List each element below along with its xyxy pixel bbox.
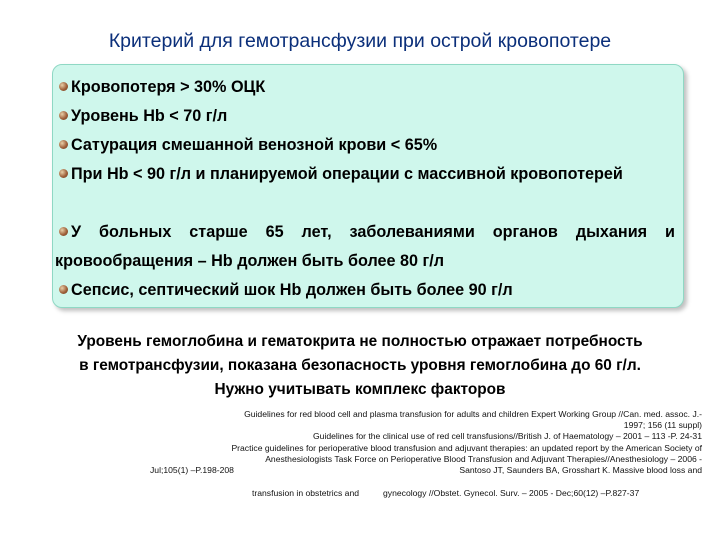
reference-line: Guidelines for the clinical use of red cell transfusions//British J. of Haematology – 2001 – 113 -P. 24-31 (312, 431, 702, 442)
bullet-icon (59, 227, 68, 236)
criterion-text: Сатурация смешанной венозной крови < 65% (71, 136, 438, 154)
reference-spacer (150, 476, 702, 488)
criterion-item (55, 73, 679, 102)
reference-fragment: gynecology //Obstet. Gynecol. Surv. – 2005 - Dec;60(12) –P.827-37 (383, 488, 640, 499)
criterion-text: Сепсис, септический шок Hb должен быть более 90 г/л (71, 281, 513, 299)
references (150, 409, 702, 499)
summary-text (18, 330, 702, 402)
slide-title: Критерий для гемотрансфузии при острой кровопотере (108, 30, 612, 52)
bullet-icon (59, 169, 68, 178)
bullet-icon (59, 140, 68, 149)
criterion-text: При Hb < 90 г/л и планируемой операции с массивной кровопотерей (71, 165, 623, 183)
criterion-text: У больных старше 65 лет, заболеваниями органов дыхания и кровообращения – Hb должен быть более 80 г/л (55, 223, 675, 270)
reference-line: Practice guidelines for perioperative blood transfusion and adjuvant therapies: an updated report by the American Society of (231, 442, 702, 453)
criterion-item (55, 218, 675, 276)
criterion-text: Уровень Hb < 70 г/л (71, 107, 228, 125)
reference-line (150, 488, 702, 499)
bullet-icon (59, 82, 68, 91)
reference-line: Anesthesiologists Task Force on Perioperative Blood Transfusion and Adjuvant Therapies//Anesthesiology – 2006 - (265, 453, 702, 464)
reference-fragment: Santoso JT, Saunders BA, Grosshart K. Massive blood loss and (459, 465, 702, 476)
criterion-item (55, 160, 675, 189)
criterion-text: Кровопотеря > 30% ОЦК (71, 78, 266, 96)
criterion-item (55, 102, 679, 131)
reference-line: 1997; 156 (11 suppl) (623, 420, 702, 431)
bullet-icon (59, 285, 68, 294)
bullet-icon (59, 111, 68, 120)
summary-line: в гемотрансфузии, показана безопасность уровня гемоглобина до 60 г/л. (79, 357, 641, 374)
criterion-item (55, 131, 679, 160)
summary-line: Нужно учитывать комплекс факторов (214, 381, 506, 398)
reference-fragment: Jul;105(1) –P.198-208 (150, 465, 234, 476)
reference-fragment: transfusion in obstetrics and (252, 488, 360, 499)
criterion-item (55, 276, 679, 305)
summary-line: Уровень гемоглобина и гематокрита не полностью отражает потребность (77, 333, 643, 350)
criteria-box (52, 64, 684, 308)
reference-line: Guidelines for red blood cell and plasma transfusion for adults and children Expert Working Group //Can. med. assoc. J.- (244, 409, 702, 419)
reference-line (150, 465, 702, 476)
